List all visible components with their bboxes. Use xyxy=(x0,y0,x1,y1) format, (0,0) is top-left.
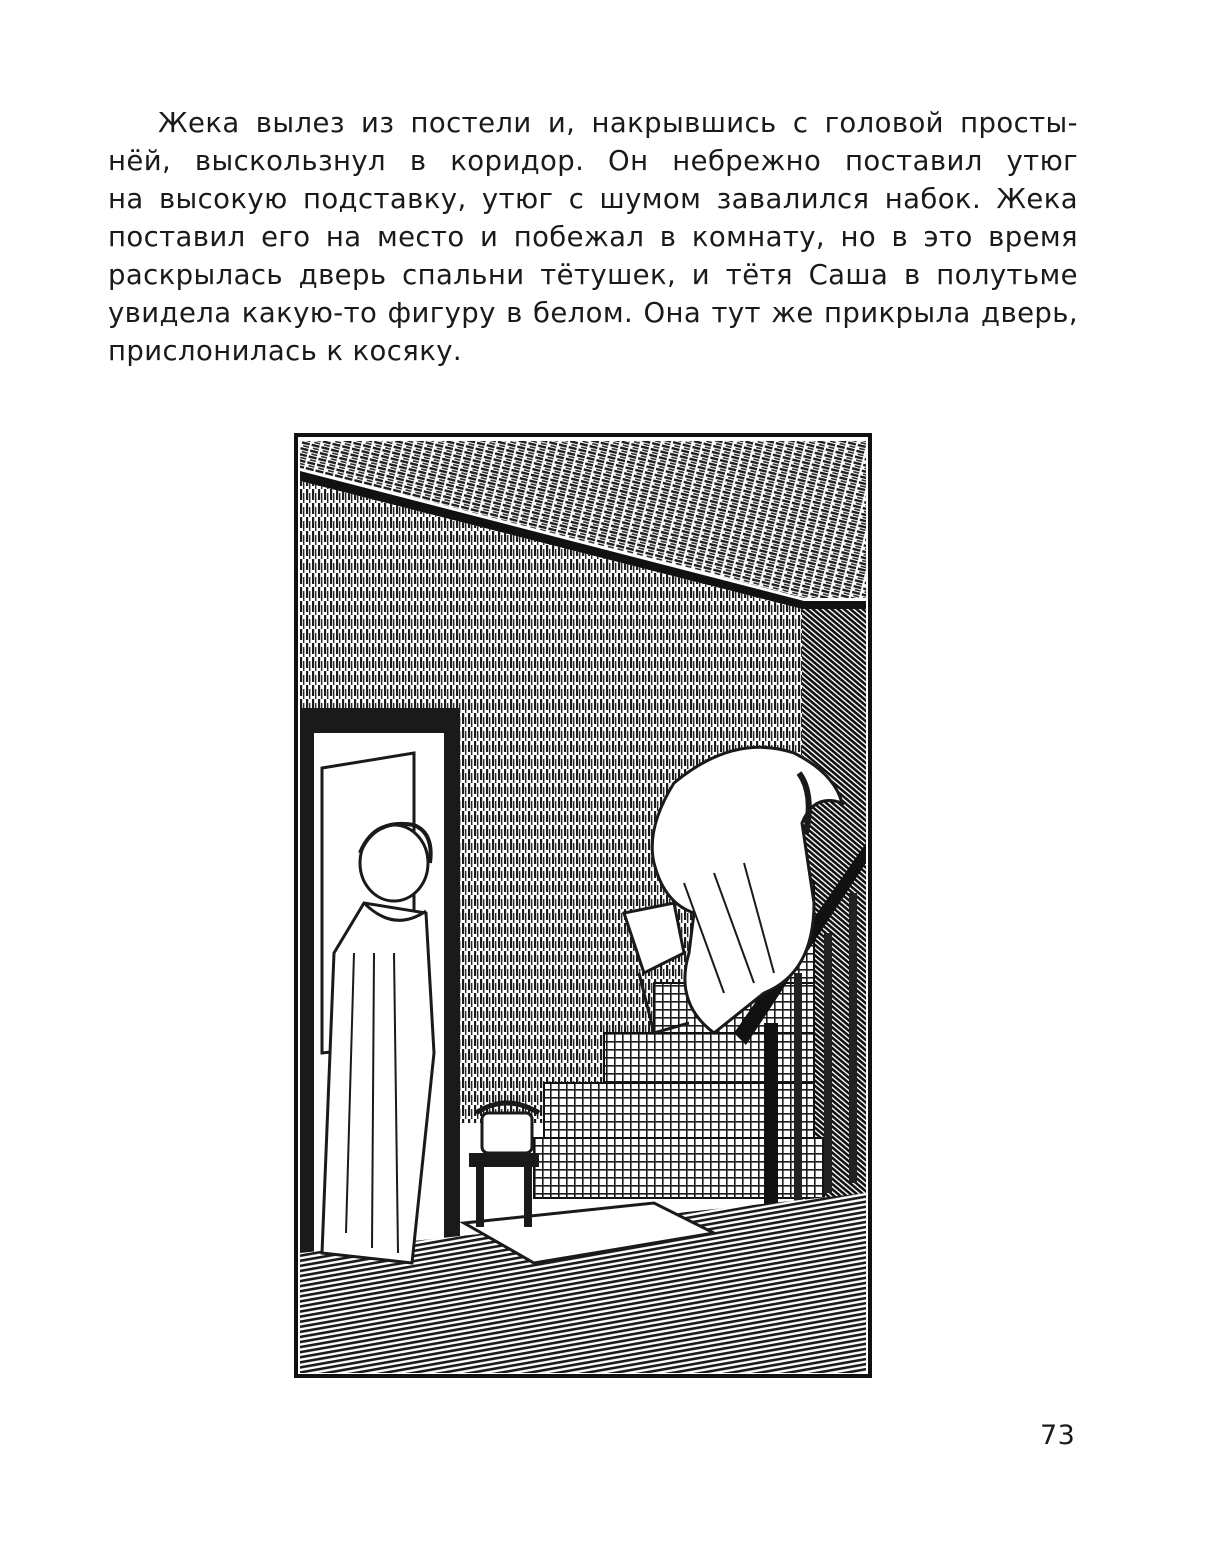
paragraph-line: увидела какую-то фигуру в белом. Она тут же прикрыла дверь, xyxy=(108,297,1078,329)
story-paragraph xyxy=(108,104,1078,370)
story-illustration xyxy=(294,433,872,1378)
paragraph-line: нёй, выскользнул в коридор. Он небрежно поставил утюг xyxy=(108,145,1078,177)
paragraph-line: прислонилась к косяку. xyxy=(108,335,463,367)
paragraph-line: на высокую подставку, утюг с шумом завалился набок. Жека xyxy=(108,183,1078,215)
paragraph-line: Жека вылез из постели и, накрывшись с головой просты- xyxy=(158,107,1078,139)
page-number: 73 xyxy=(1040,1420,1076,1451)
paragraph-line: раскрылась дверь спальни тётушек, и тётя Саша в полутьме xyxy=(108,259,1078,291)
paragraph-line: поставил его на место и побежал в комнату, но в это время xyxy=(108,221,1078,253)
